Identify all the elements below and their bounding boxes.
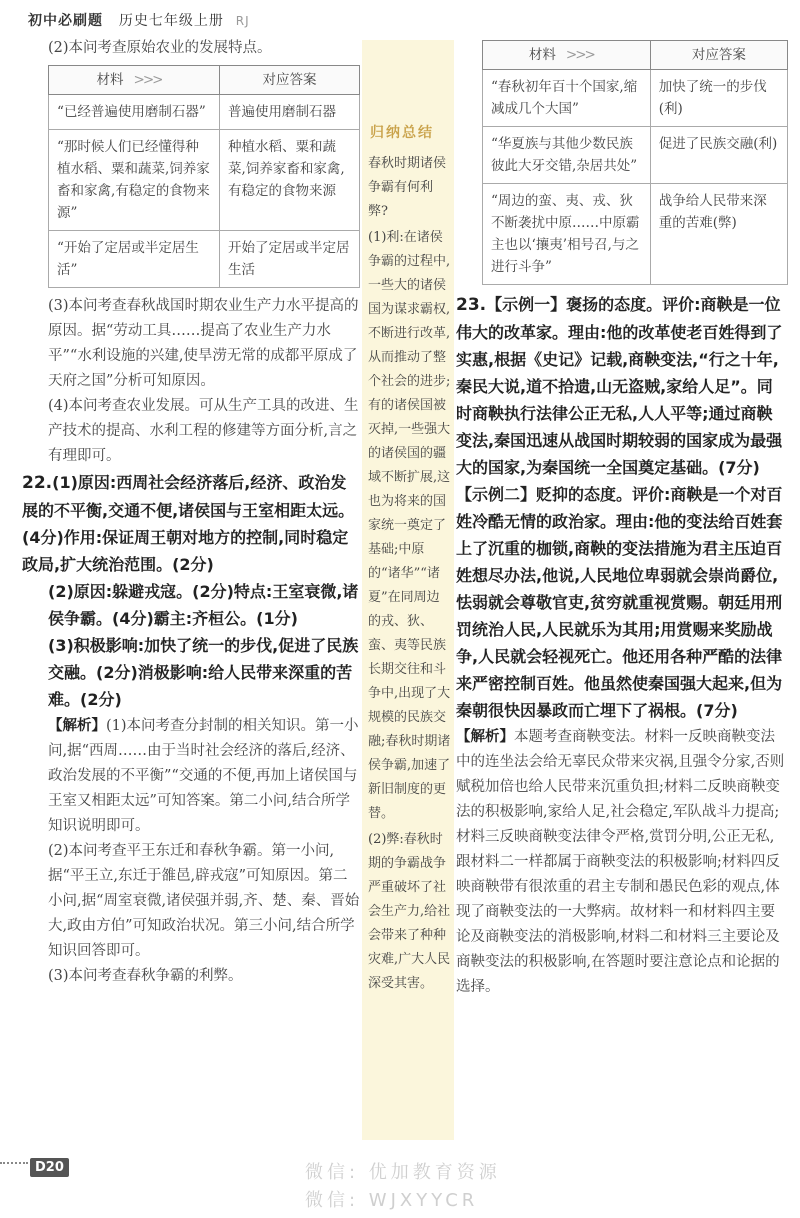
material-cell: “华夏族与其他少数民族彼此大牙交错,杂居共处”	[483, 127, 651, 184]
q21-part4: (4)本问考查农业发展。可从生产工具的改进、生产技术的提高、水利工程的修建等方面分析,言之有理即可。	[48, 398, 359, 464]
q22-number: 22.	[22, 473, 53, 493]
header-material: 材料 >>>	[483, 41, 651, 70]
table-row	[483, 184, 788, 285]
material-cell: “春秋初年百十个国家,缩减成几个大国”	[483, 70, 651, 127]
material-answer-table-1	[48, 65, 360, 288]
table-row	[49, 231, 360, 288]
answer-cell: 普遍使用磨制石器	[220, 95, 360, 130]
table-row	[483, 127, 788, 184]
summary-text	[368, 152, 452, 998]
q23-number: 23.	[456, 295, 487, 315]
answer-cell: 种植水稻、粟和蔬菜,饲养家畜和家禽,有稳定的食物来源	[220, 130, 360, 231]
header-answer: 对应答案	[650, 41, 787, 70]
footer-dots	[0, 1162, 28, 1164]
analysis-tag: 【解析】	[48, 717, 106, 734]
header-material: 材料 >>>	[49, 66, 220, 95]
material-answer-table-2	[482, 40, 788, 285]
material-cell: “开始了定居或半定居生活”	[49, 231, 220, 288]
material-cell: “已经普遍使用磨制石器”	[49, 95, 220, 130]
table-header	[49, 66, 360, 95]
summary-question: 春秋时期诸侯争霸有何利弊?	[368, 156, 447, 219]
left-column	[22, 36, 360, 989]
answer-cell: 战争给人民带来深重的苦难(弊)	[650, 184, 787, 285]
watermark-1: 微信: 优加教育资源	[305, 1162, 501, 1183]
q22-analysis-2: (2)本问考查平王东迁和春秋争霸。第一小问,据“平王立,东迁于雒邑,辟戎寇”可知原因。第二小问,据“周室衰微,诸侯强并弱,齐、楚、秦、晋始大,政由方伯”可知政治状况。第三小问,结合所学知识回答即可。	[48, 843, 360, 959]
answer-cell: 开始了定居或半定居生活	[220, 231, 360, 288]
table-row	[49, 95, 360, 130]
q22-analysis-3: (3)本问考查春秋争霸的利弊。	[48, 968, 243, 984]
arrow-icon: >>>	[133, 72, 162, 88]
summary-pro: (1)利:在诸侯争霸的过程中,一些大的诸侯国为谋求霸权,不断进行改革,从而推动了整个社会的进步;有的诸侯国被灭掉,一些强大的诸侯国的疆域不断扩展,这也为将来的国家统一奠定了基础;中原的“诸华”“诸夏”在同周边的戎、狄、蛮、夷等民族长期交往和斗争中,出现了大规模的民族交融;春秋时期诸侯争霸,加速了新旧制度的更替。	[368, 230, 451, 821]
material-cell: “周边的蛮、夷、戎、狄不断袭扰中原……中原霸主也以‘攘夷’相号召,与之进行斗争”	[483, 184, 651, 285]
table-row	[49, 130, 360, 231]
page-header	[28, 10, 250, 30]
right-column	[456, 36, 788, 1000]
table-header	[483, 41, 788, 70]
q22-answer-1: 22.(1)原因:西周社会经济落后,经济、政治发展的不平衡,交通不便,诸侯国与王室相距太远。(4分)作用:保证周王朝对地方的控制,同时稳定政局,扩大统治范围。(2分)	[22, 473, 355, 574]
material-cell: “那时候人们已经懂得种植水稻、粟和蔬菜,饲养家畜和家禽,有稳定的食物来源”	[49, 130, 220, 231]
q22-answer-3: (3)积极影响:加快了统一的步伐,促进了民族交融。(2分)消极影响:给人民带来深重的苦难。(2分)	[48, 636, 359, 709]
brand-title: 初中必刷题	[28, 13, 103, 29]
q21-part3: (3)本问考查春秋战国时期农业生产力水平提高的原因。据“劳动工具……提高了农业生产力水平”“水利设施的兴建,使旱涝无常的成都平原成了天府之国”分析可知原因。	[48, 298, 359, 389]
table-row	[483, 70, 788, 127]
q23-example-1: 23.【示例一】褒扬的态度。评价:商鞅是一位伟大的改革家。理由:他的改革使老百姓得到了实惠,根据《史记》记载,商鞅变法,“行之十年,秦民大说,道不拾遗,山无盗贼,家给人足”。同时商鞅执行法律公正无私,人人平等;通过商鞅变法,秦国迅速从战国时期较弱的国家成为最强大的国家,为秦国统一全国奠定基础。(7分)	[456, 295, 783, 477]
header-answer: 对应答案	[220, 66, 360, 95]
page-number: D20	[30, 1158, 69, 1177]
q22-analysis-1: 【解析】(1)本问考查分封制的相关知识。第一小问,据“西周……由于当时社会经济的落后,经济、政治发展的不平衡”“交通的不便,再加上诸侯国与王室又相距太远”可知答案。第二小问,结合所学知识说明即可。	[48, 717, 359, 834]
edition-label: RJ	[235, 14, 250, 28]
q23-analysis: 【解析】本题考查商鞅变法。材料一反映商鞅变法中的连坐法会给无辜民众带来灾祸,且强令分家,否则赋税加倍也给人民带来沉重负担;材料二反映商鞅变法的积极影响,家给人足,社会稳定,军队战斗力提高;材料三反映商鞅变法律令严格,赏罚分明,公正无私,跟材料二一样都属于商鞅变法的积极影响;材料四反映商鞅带有很浓重的君主专制和愚民色彩的观点,体现了商鞅变法的一大弊病。故材料一和材料四主要论及商鞅变法的消极影响,材料二和材料三主要论及商鞅变法的积极影响,在答题时要注意论点和论据的选择。	[456, 728, 785, 995]
watermark-2: 微信: WJXYYCR	[305, 1190, 479, 1211]
subject-title: 历史七年级上册	[118, 13, 224, 29]
answer-cell: 加快了统一的步伐(利)	[650, 70, 787, 127]
arrow-icon: >>>	[565, 47, 594, 63]
q23-example-2: 【示例二】贬抑的态度。评价:商鞅是一个对百姓冷酷无情的政治家。理由:他的变法给百姓套上了沉重的枷锁,商鞅的变法措施为君主压迫百姓想尽办法,他说,人民地位卑弱就会崇尚爵位,怯弱就会尊敬官吏,贫穷就重视赏赐。朝廷用刑罚统治人民,人民就乐为其用;用赏赐来奖励战争,人民就会轻视死亡。他还用各种严酷的法律来严密控制百姓。他虽然使秦国强大起来,但为秦朝很快因暴政而亡埋下了祸根。(7分)	[456, 485, 783, 720]
summary-title: 归纳总结	[370, 125, 434, 141]
q21-part2-intro: (2)本问考查原始农业的发展特点。	[48, 40, 272, 56]
summary-con: (2)弊:春秋时期的争霸战争严重破坏了社会生产力,给社会带来了种种灾难,广大人民深受其害。	[368, 832, 451, 991]
analysis-tag: 【解析】	[456, 728, 514, 745]
q22-answer-2: (2)原因:躲避戎寇。(2分)特点:王室衰微,诸侯争霸。(4分)霸主:齐桓公。(1分)	[48, 582, 359, 628]
answer-cell: 促进了民族交融(利)	[650, 127, 787, 184]
